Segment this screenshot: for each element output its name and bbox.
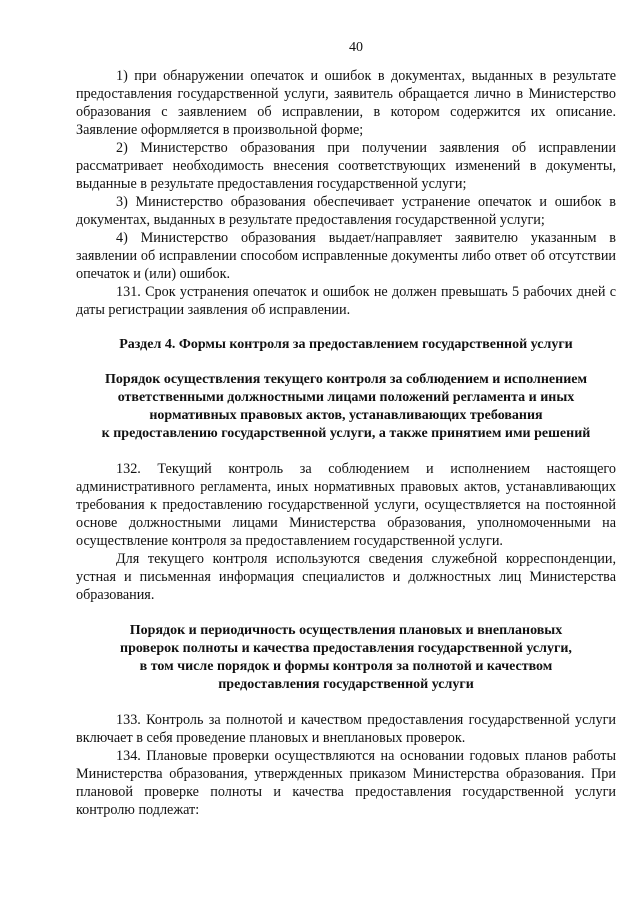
paragraph-item-1: 1) при обнаружении опечаток и ошибок в документах, выданных в результате предоставления государственной услуги, заявитель обращается лично в Министерство образования с заявлением об исправлении, в котором содержится их описание. Заявление оформляется в произвольной форме;	[76, 68, 616, 138]
paragraph-133: 133. Контроль за полнотой и качеством предоставления государственной услуги включает в себя проведение плановых и внеплановых проверок.	[76, 712, 616, 746]
subsection-title-line: предоставления государственной услуги	[218, 677, 474, 692]
paragraph-134: 134. Плановые проверки осуществляются на основании годовых планов работы Министерства образования, утвержденных приказом Министерства образования. При плановой проверке полноты и качества предоставления государственной услуги контролю подлежат:	[76, 748, 616, 818]
page-number: 40	[349, 40, 363, 55]
subsection-current-control-title	[76, 371, 616, 443]
document-body	[76, 67, 616, 819]
subsection-inspections-title	[76, 622, 616, 694]
section-4-title: Раздел 4. Формы контроля за предоставлением государственной услуги	[119, 337, 573, 352]
subsection-title-line: ответственными должностными лицами положений регламента и иных	[117, 390, 575, 405]
subsection-title-line: нормативных правовых актов, устанавливающих требования	[149, 408, 543, 423]
paragraph-132: 132. Текущий контроль за соблюдением и исполнением настоящего административного регламента, иных нормативных правовых актов, устанавливающих требования к предоставлению государственной услуги, осуществляется на постоянной основе должностными лицами Министерства образования, уполномоченными на осуществление контроля за предоставлением государственной услуги.	[76, 461, 616, 549]
paragraph-132-continued: Для текущего контроля используются сведения служебной корреспонденции, устная и письменная информация специалистов и должностных лиц Министерства образования.	[76, 551, 616, 603]
subsection-title-line: Порядок и периодичность осуществления плановых и внеплановых	[129, 623, 563, 638]
paragraph-item-3: 3) Министерство образования обеспечивает устранение опечаток и ошибок в документах, выданных в результате предоставления государственной услуги;	[76, 194, 616, 228]
paragraph-131: 131. Срок устранения опечаток и ошибок не должен превышать 5 рабочих дней с даты регистрации заявления об исправлении.	[76, 284, 616, 318]
subsection-title-line: Порядок осуществления текущего контроля за соблюдением и исполнением	[104, 372, 588, 387]
paragraph-item-2: 2) Министерство образования при получении заявления об исправлении рассматривает необходимость внесения соответствующих изменений в документы, выданные в результате предоставления государственной услуги;	[76, 140, 616, 192]
subsection-title-line: к предоставлению государственной услуги, а также принятием ими решений	[101, 426, 591, 441]
subsection-title-line: в том числе порядок и формы контроля за полнотой и качеством	[139, 659, 553, 674]
paragraph-item-4: 4) Министерство образования выдает/направляет заявителю указанным в заявлении об исправлении способом исправленные документы либо ответ об отсутствии опечаток и (или) ошибок.	[76, 230, 616, 282]
subsection-title-line: проверок полноты и качества предоставления государственной услуги,	[120, 641, 572, 656]
